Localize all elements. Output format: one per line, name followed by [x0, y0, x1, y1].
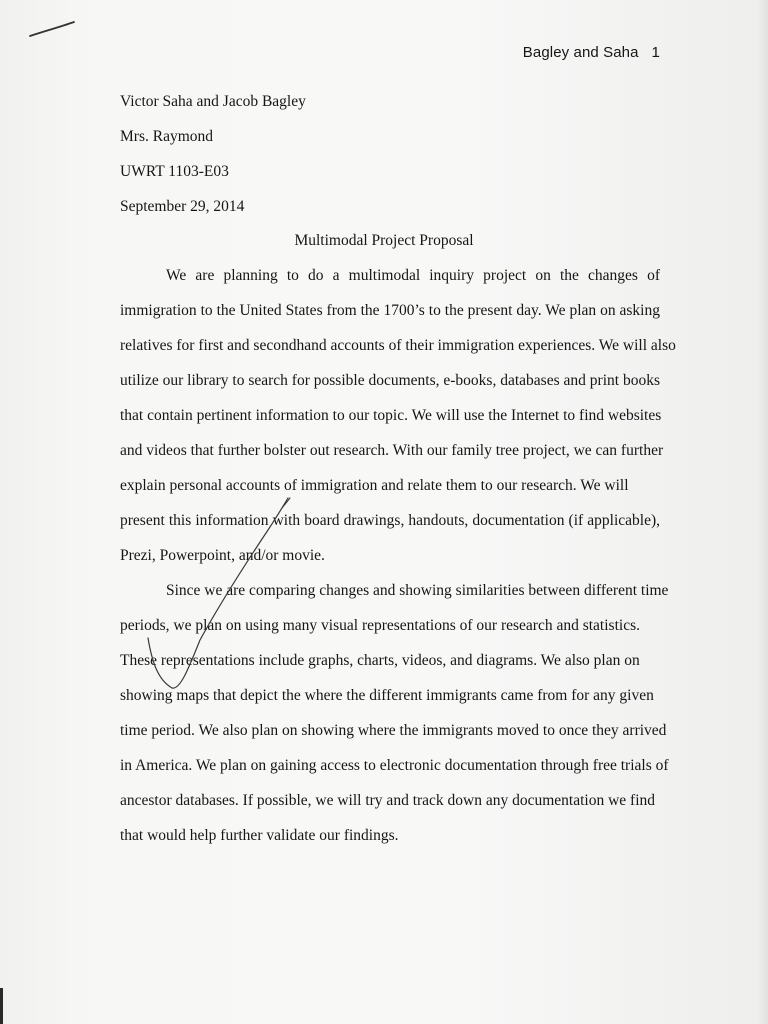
instructor-name: Mrs. Raymond	[120, 128, 213, 145]
paragraph-2-line: ancestor databases. If possible, we will try and track down any documentation we find	[120, 792, 656, 809]
paragraph-1-line: and videos that further bolster out research. With our family tree project, we can further	[120, 442, 664, 459]
paragraph-2-line: periods, we plan on using many visual representations of our research and statistics.	[120, 617, 640, 634]
paragraph-2-line: Since we are comparing changes and showing similarities between different time	[166, 582, 669, 599]
paragraph-2-line: that would help further validate our findings.	[120, 827, 399, 844]
running-header-authors: Bagley and Saha	[522, 44, 639, 61]
paragraph-1-line: explain personal accounts of immigration and relate them to our research. We will	[120, 477, 629, 494]
paragraph-2-line: in America. We plan on gaining access to electronic documentation through free trials of	[120, 757, 669, 774]
document-title: Multimodal Project Proposal	[294, 232, 474, 249]
paragraph-2-line: These representations include graphs, charts, videos, and diagrams. We also plan on	[120, 652, 640, 669]
scan-page-shadow	[758, 0, 768, 1024]
scan-edge-mark	[0, 988, 3, 1024]
page-number: 1	[651, 44, 660, 61]
paragraph-1-line: utilize our library to search for possible documents, e-books, databases and print books	[120, 372, 660, 389]
paragraph-1-line: that contain pertinent information to our topic. We will use the Internet to find websites	[120, 407, 662, 424]
student-names: Victor Saha and Jacob Bagley	[120, 93, 306, 110]
paragraph-1-line: relatives for first and secondhand accounts of their immigration experiences. We will also	[120, 337, 676, 354]
pen-tick-small	[282, 498, 290, 508]
paragraph-1-line: immigration to the United States from the 1700’s to the present day. We plan on asking	[120, 302, 660, 319]
document-date: September 29, 2014	[120, 198, 245, 215]
paragraph-1-line: Prezi, Powerpoint, and/or movie.	[120, 547, 325, 564]
paragraph-2-line: time period. We also plan on showing where the immigrants moved to once they arrived	[120, 722, 667, 739]
course-code: UWRT 1103-E03	[120, 163, 229, 180]
paragraph-2-line: showing maps that depict the where the different immigrants came from for any given	[120, 687, 654, 704]
paragraph-1-line: We are planning to do a multimodal inquiry project on the changes of	[166, 267, 660, 284]
paragraph-1-line: present this information with board drawings, handouts, documentation (if applicable),	[120, 512, 660, 529]
pen-stroke-top-left	[30, 22, 74, 36]
running-header	[523, 44, 660, 61]
